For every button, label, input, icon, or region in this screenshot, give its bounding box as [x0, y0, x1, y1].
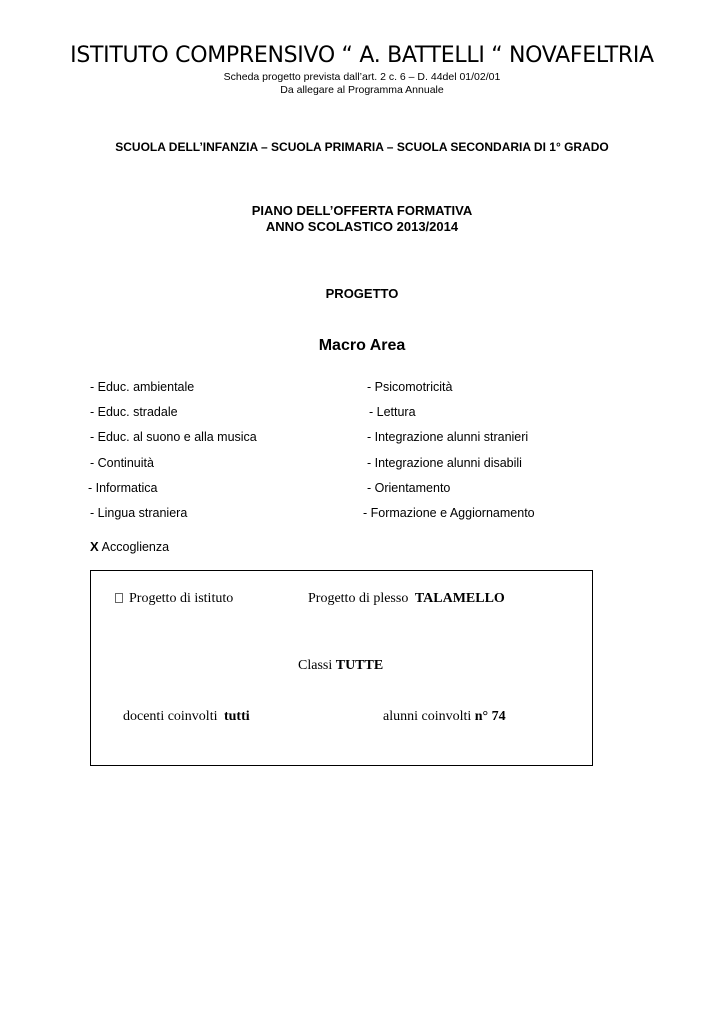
macro-area-item: - Informatica: [88, 481, 158, 495]
project-details-box: [90, 570, 593, 766]
checkbox-icon[interactable]: [115, 593, 123, 603]
classi-value: TUTTE: [335, 658, 384, 673]
selected-macro-area: [90, 539, 169, 555]
docenti-value: tutti: [223, 709, 250, 724]
school-levels: SCUOLA DELL’INFANZIA – SCUOLA PRIMARIA – SCUOLA SECONDARIA DI 1° GRADO: [115, 140, 609, 154]
attachment-note: Da allegare al Programma Annuale: [280, 84, 444, 96]
macro-area-item: - Lettura: [369, 405, 416, 419]
project-type-istituto: [115, 590, 233, 607]
macro-area-item: - Lingua straniera: [90, 506, 188, 520]
plesso-label: Progetto di plesso: [308, 591, 409, 606]
docenti-label: docenti coinvolti: [123, 709, 218, 724]
project-type-plesso: [308, 590, 505, 607]
macro-area-item: - Integrazione alunni stranieri: [367, 430, 529, 444]
regulation-reference: Scheda progetto prevista dall’art. 2 c. 6 – D. 44del 01/02/01: [223, 71, 501, 83]
macro-area-item: - Educ. al suono e alla musica: [90, 430, 257, 444]
macro-area-item: - Educ. stradale: [90, 405, 178, 419]
macro-area-item: - Integrazione alunni disabili: [367, 456, 522, 470]
teachers-field: [123, 708, 250, 725]
istituto-label: Progetto di istituto: [129, 591, 234, 606]
plan-title: PIANO DELL’OFFERTA FORMATIVA: [251, 203, 473, 218]
plesso-value: TALAMELLO: [414, 591, 505, 606]
school-title: ISTITUTO COMPRENSIVO “ A. BATTELLI “ NOVAFELTRIA: [70, 43, 654, 68]
alunni-value: n° 74: [474, 709, 506, 724]
project-heading: PROGETTO: [325, 286, 399, 301]
macro-area-heading: Macro Area: [318, 337, 406, 354]
macro-area-item: - Psicomotricità: [367, 380, 453, 394]
macro-area-item: - Educ. ambientale: [90, 380, 195, 394]
alunni-label: alunni coinvolti: [383, 709, 472, 724]
classi-label: Classi: [298, 658, 333, 673]
macro-area-item: - Formazione e Aggiornamento: [363, 506, 535, 520]
school-year: ANNO SCOLASTICO 2013/2014: [265, 219, 459, 234]
selected-mark: X: [90, 539, 99, 554]
macro-area-item: - Orientamento: [367, 481, 451, 495]
students-field: [383, 708, 506, 725]
selected-macro-area-label: Accoglienza: [101, 540, 170, 554]
classes-field: [298, 657, 383, 674]
macro-area-item: - Continuità: [90, 456, 154, 470]
